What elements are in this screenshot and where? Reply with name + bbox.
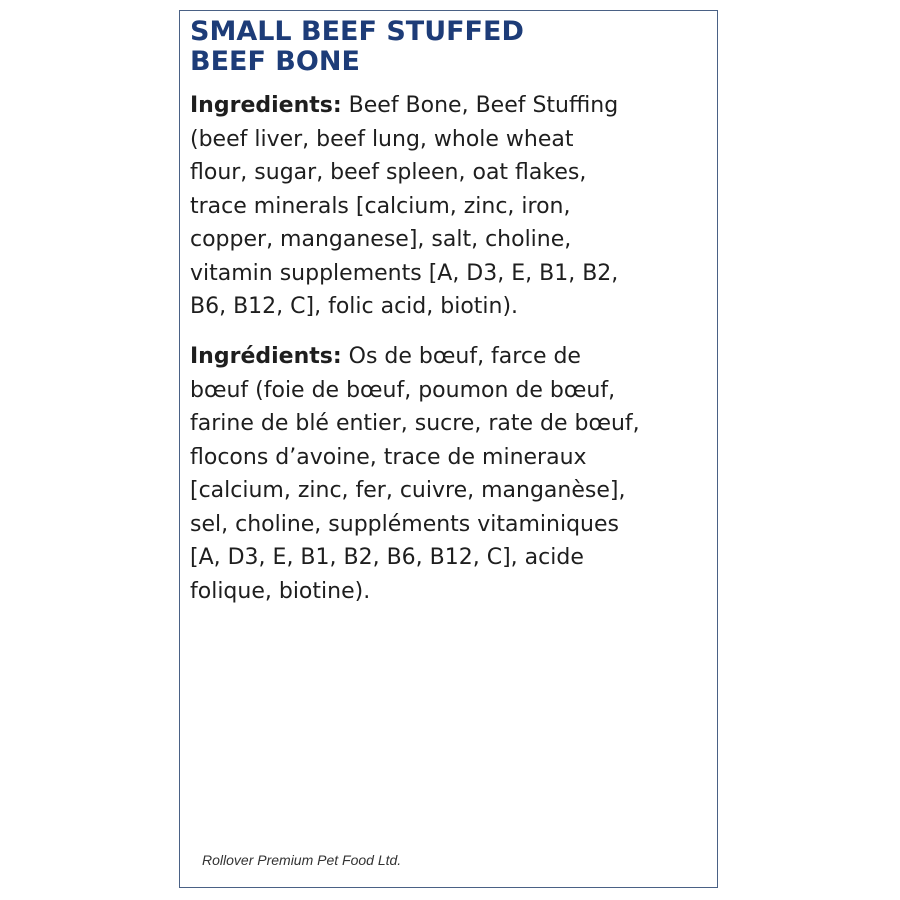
ingredients-english-heading: Ingredients:	[190, 93, 342, 118]
ingredients-french-line: [A, D3, E, B1, B2, B6, B12, C], acide	[190, 545, 584, 570]
ingredients-french	[190, 340, 715, 608]
manufacturer-name: Rollover Premium Pet Food Ltd.	[202, 852, 402, 868]
ingredients-english-line: vitamin supplements [A, D3, E, B1, B2,	[190, 260, 619, 286]
ingredients-french-heading: Ingrédients:	[190, 344, 342, 369]
ingredients-english-line: trace minerals [calcium, zinc, iron,	[190, 193, 571, 219]
ingredients-english-line	[190, 89, 715, 123]
ingredients-english-line: flour, sugar, beef spleen, oat flakes,	[190, 160, 587, 185]
ingredients-french-line: farine de blé entier, sucre, rate de bœuf,	[190, 411, 640, 436]
ingredients-french-line: bœuf (foie de bœuf, poumon de bœuf,	[190, 377, 616, 403]
ingredients-french-line: folique, biotine).	[190, 578, 371, 604]
ingredients-french-line: [calcium, zinc, fer, cuivre, manganèse],	[190, 478, 626, 503]
product-title	[190, 17, 524, 77]
ingredients-french-line: sel, choline, suppléments vitaminiques	[190, 511, 619, 537]
ingredients-english	[190, 89, 715, 324]
ingredient-label-panel	[179, 10, 718, 888]
ingredients-english-line: B6, B12, C], folic acid, biotin).	[190, 294, 519, 319]
product-title-line-2: BEEF BONE	[190, 46, 360, 77]
ingredients-english-line: (beef liver, beef lung, whole wheat	[190, 126, 574, 152]
ingredients-french-line	[190, 340, 715, 374]
ingredients-english-text: Beef Bone, Beef Stuffing	[341, 93, 619, 118]
ingredients-english-line: copper, manganese], salt, choline,	[190, 227, 572, 252]
ingredients-french-text: Os de bœuf, farce de	[341, 344, 581, 369]
ingredients-french-line: flocons d’avoine, trace de mineraux	[190, 444, 587, 470]
product-title-line-1: SMALL BEEF STUFFED	[190, 16, 524, 47]
